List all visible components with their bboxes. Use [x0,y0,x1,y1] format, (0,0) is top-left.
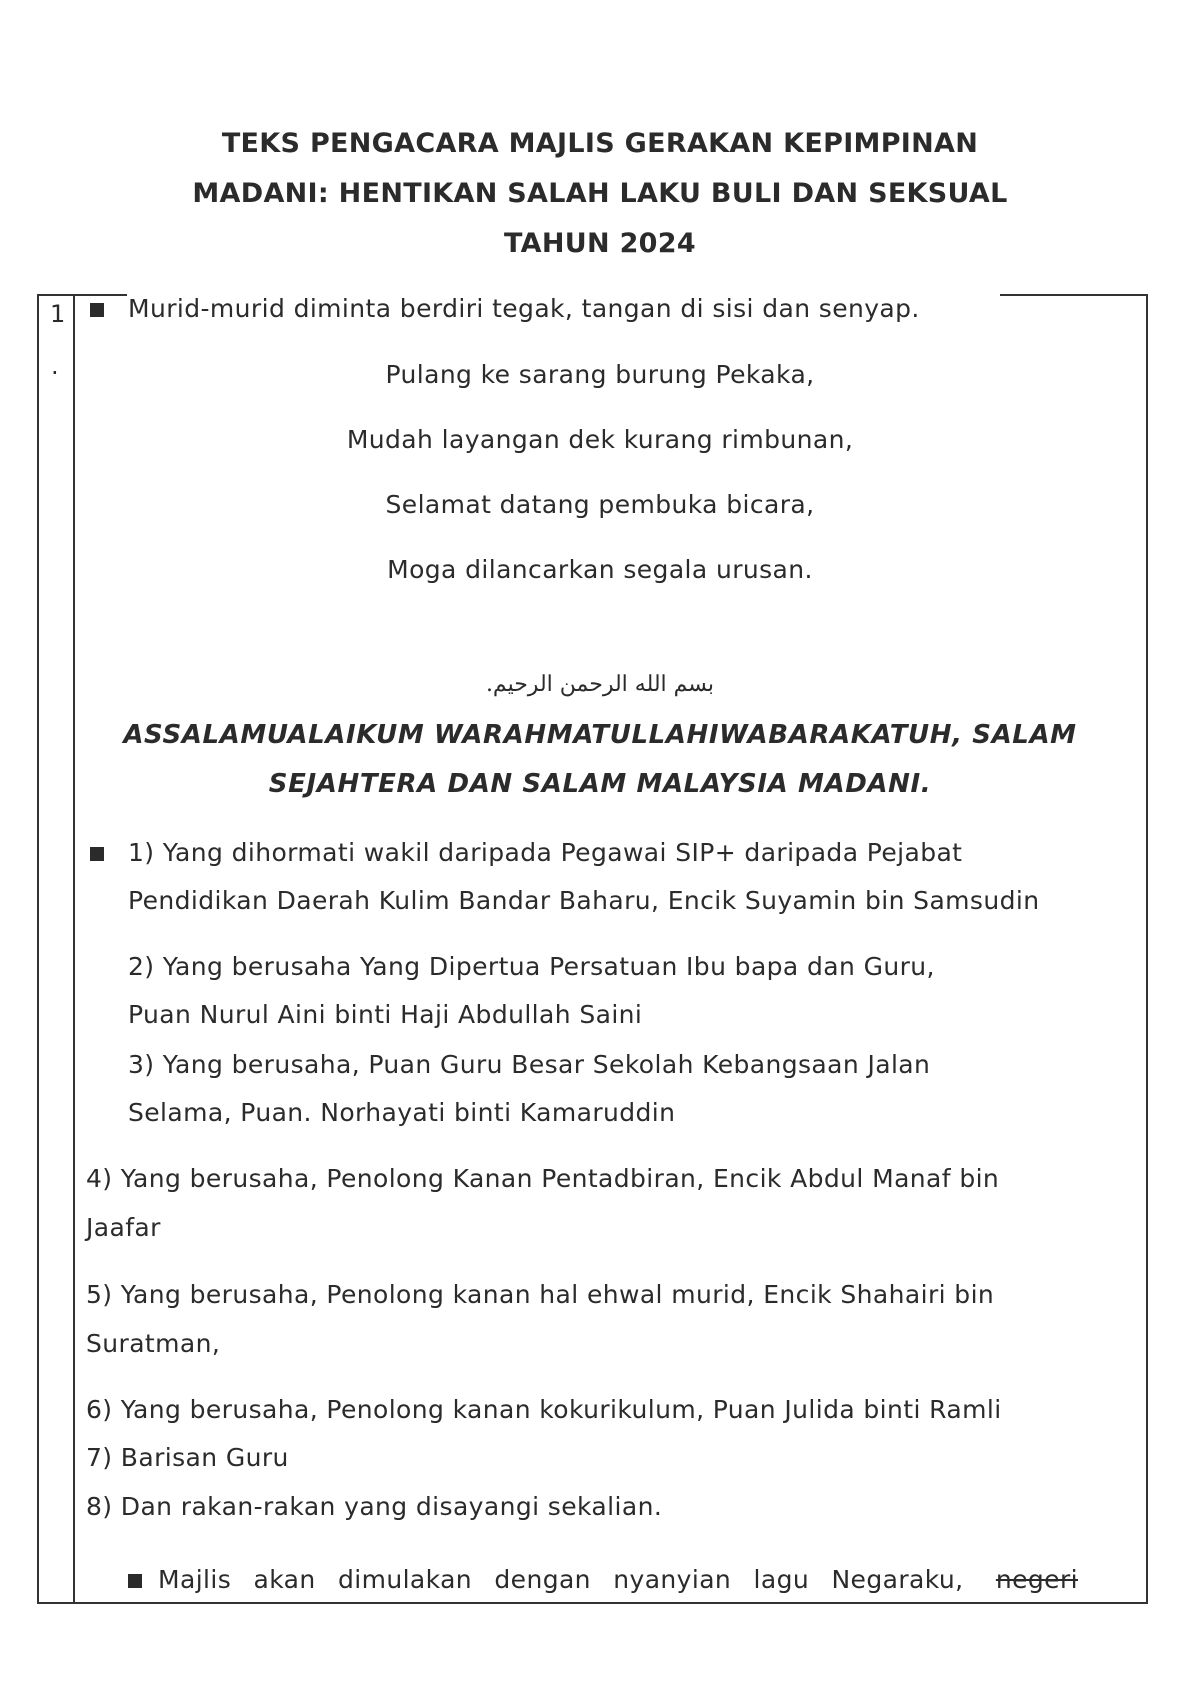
honorific-4-line-1: 4) Yang berusaha, Penolong Kanan Pentadbiran, Encik Abdul Manaf bin [86,1164,1000,1193]
row-number: 1 [50,300,66,328]
bullet-square-icon [128,1574,142,1588]
document-title-line-2: MADANI: HENTIKAN SALAH LAKU BULI DAN SEKSUAL [192,178,1008,209]
document-title-line-3: TAHUN 2024 [504,228,696,259]
honorific-6: 6) Yang berusaha, Penolong kanan kokurikulum, Puan Julida binti Ramli [86,1395,1002,1424]
pantun-line-1: Pulang ke sarang burung Pekaka, [385,360,815,389]
instruction-stand: Murid-murid diminta berdiri tegak, tangan di sisi dan senyap. [128,294,920,323]
honorific-1-line-2: Pendidikan Daerah Kulim Bandar Baharu, Encik Suyamin bin Samsudin [128,886,1040,915]
table-border-bottom [37,1602,1148,1604]
struck-word: negeri [995,1565,1078,1594]
opening-anthem-text: Majlis akan dimulakan dengan nyanyian lagu Negaraku, [158,1565,964,1594]
table-border-top-left [37,294,127,296]
bullet-square-icon [90,303,104,317]
honorific-3-line-2: Selama, Puan. Norhayati binti Kamaruddin [128,1098,676,1127]
honorific-3-line-1: 3) Yang berusaha, Puan Guru Besar Sekolah Kebangsaan Jalan [128,1050,931,1079]
pantun-line-3: Selamat datang pembuka bicara, [385,490,815,519]
honorific-2-line-2: Puan Nurul Aini binti Haji Abdullah Saini [128,1000,643,1029]
honorific-1-line-1: 1) Yang dihormati wakil daripada Pegawai SIP+ daripada Pejabat [128,838,963,867]
honorific-2-line-1: 2) Yang berusaha Yang Dipertua Persatuan Ibu bapa dan Guru, [128,952,935,981]
honorific-5-line-2: Suratman, [86,1329,221,1358]
honorific-8: 8) Dan rakan-rakan yang disayangi sekalian. [86,1492,663,1521]
pantun-line-4: Moga dilancarkan segala urusan. [387,555,813,584]
salam-line-2: SEJAHTERA DAN SALAM MALAYSIA MADANI. [268,769,932,799]
bullet-square-icon [90,847,104,861]
honorific-5-line-1: 5) Yang berusaha, Penolong kanan hal ehwal murid, Encik Shahairi bin [86,1280,995,1309]
pantun-line-2: Mudah layangan dek kurang rimbunan, [346,425,854,454]
table-border-top-right [1000,294,1148,296]
opening-anthem-line [158,1565,1078,1594]
honorific-7: 7) Barisan Guru [86,1443,289,1472]
document-title-line-1: TEKS PENGACARA MAJLIS GERAKAN KEPIMPINAN [221,128,979,159]
honorific-4-line-2: Jaafar [86,1213,161,1242]
row-number-dot: . [51,352,59,380]
salam-line-1: ASSALAMUALAIKUM WARAHMATULLAHIWABARAKATUH, SALAM [123,720,1077,750]
basmalah: بسم الله الرحمن الرحيم. [485,672,715,697]
